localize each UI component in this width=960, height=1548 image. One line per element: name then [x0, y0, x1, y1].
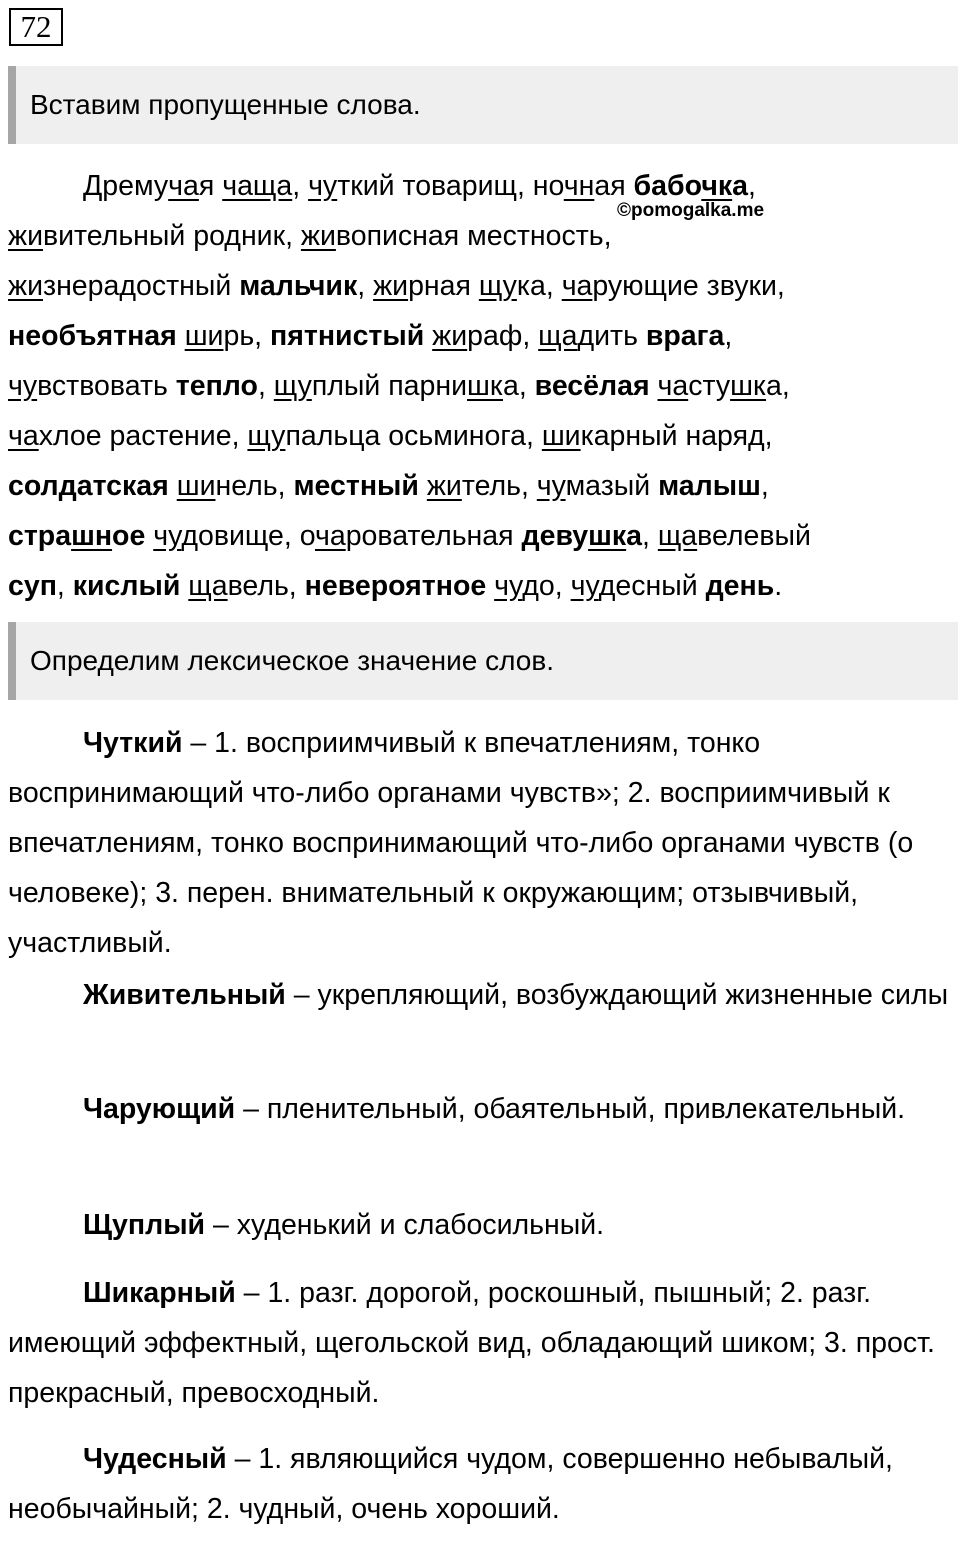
- definition-term: Чудесный: [83, 1443, 227, 1475]
- task-number: 72: [9, 8, 63, 46]
- watermark: ©pomogalka.me: [617, 200, 765, 221]
- definition-shikarnyy: [8, 1268, 956, 1418]
- definition-term: Чуткий: [83, 727, 183, 759]
- definition-term: Чарующий: [83, 1093, 236, 1125]
- definition-text: – 1. разг. дорогой, роскошный, пышный; 2. разг. имеющий эффектный, щегольской вид, обладающий шиком; 3. прост. прекрасный, превосходный.: [8, 1277, 935, 1409]
- definition-text: – худенький и слабосильный.: [205, 1209, 605, 1241]
- section-heading-meanings: Определим лексическое значение слов.: [8, 622, 958, 700]
- section-heading-insert-words: Вставим пропущенные слова.: [8, 66, 958, 144]
- definition-term: Шикарный: [83, 1277, 236, 1309]
- definition-term: Щуплый: [83, 1209, 206, 1241]
- definition-chudesnyy: [8, 1434, 956, 1534]
- definition-chutkiy: [8, 718, 956, 968]
- exercise-text: Дремучая чаща, чуткий товарищ, ночная бабочка, живительный родник, живописная местность, жизнерадостный мальчик, жирная щука, чарующие звуки, необъятная ширь, пятнистый жираф, щадить врага, чувствовать тепло, щуплый парнишка, весёлая частушка, чахлое растение, щупальца осьминога, шикарный наряд, солдатская шинель, местный житель, чумазый малыш, страшное чудовище, очаровательная девушка, щавелевый суп, кислый щавель, невероятное чудо, чудесный день.: [8, 170, 811, 602]
- definition-zhivitelnyy: [8, 970, 956, 1020]
- definition-term: Живительный: [83, 979, 286, 1011]
- definition-text: – пленительный, обаятельный, привлекательный.: [235, 1093, 906, 1125]
- definition-shchuplyy: [8, 1200, 956, 1250]
- definition-text: – 1. являющийся чудом, совершенно небывалый, необычайный; 2. чудный, очень хороший.: [8, 1443, 893, 1525]
- definition-text: – укрепляющий, возбуждающий жизненные силы: [285, 979, 949, 1011]
- definition-charuyushchiy: [8, 1084, 956, 1134]
- definition-text: – 1. восприимчивый к впечатлениям, тонко воспринимающий что-либо органами чувств»; 2. восприимчивый к впечатлениям, тонко воспринимающий что-либо органами чувств (о человеке); 3. перен. внимательный к окружающим; отзывчивый, участливый.: [8, 727, 914, 959]
